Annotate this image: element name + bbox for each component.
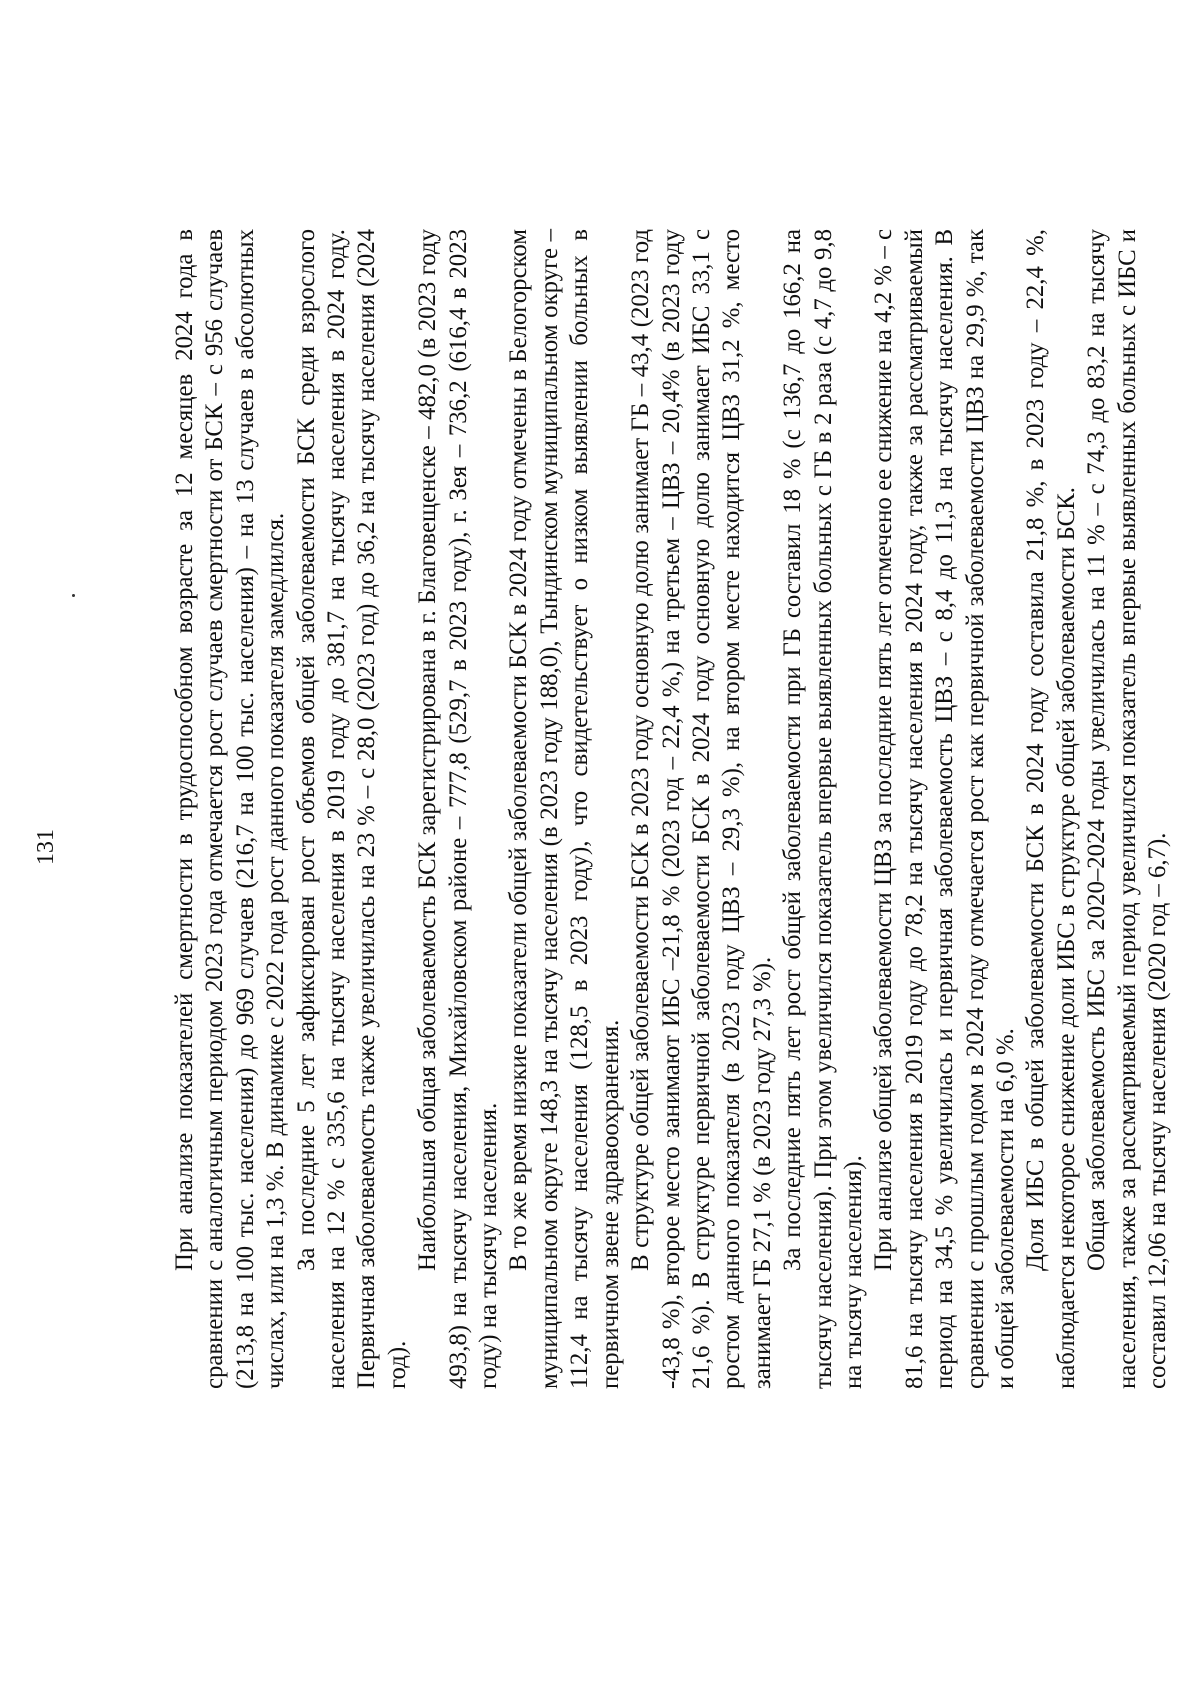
rotated-content — [20, 47, 1180, 1647]
stray-mark — [72, 594, 75, 597]
page-number: 131 — [33, 829, 59, 865]
paragraph-five-year-growth: За последние 5 лет зафиксирован рост объемов общей заболеваемости БСК среди взрослого населения на 12 % с 335,6 на тысячу населения в 2019 году до 381,7 на тысячу населения в 2024 году. Первичная заболеваемость также увеличилась на 23 % – с 28,0 (2023 год) до 36,2 на тысячу населения (2024 год). — [292, 229, 411, 1389]
paragraph-mortality: При анализе показателей смертности в трудоспособном возрасте за 12 месяцев 2024 года в сравнении с аналогичным периодом 2023 года отмечается рост случаев смертности от БСК – с 956 случаев (213,8 на 100 тыс. населения) до 969 случаев (216,7 на 100 тыс. населения) – на 13 случаев в абсолютных числах, или на 1,3 %. В динамике с 2022 года рост данного показателя замедлился. — [171, 229, 290, 1389]
paragraph-ihd-share: Доля ИБС в общей заболеваемости БСК в 2024 году составила 21,8 %, в 2023 году – 22,4 %, наблюдается некоторое снижение доли ИБС в структуре общей заболеваемости БСК. — [1022, 229, 1080, 1389]
paragraph-structure: В структуре общей заболеваемости БСК в 2023 году основную долю занимает ГБ – 43,4 (2023 год -43,8 %), второе место занимают ИБС –21,8 % (2023 год – 22,4 %,) на третьем – ЦВЗ – 20,4% (в 2023 году 21,6 %). В структуре первичной заболеваемости БСК в 2024 году основную долю занимает ИБС 33,1 с ростом данного показателя (в 2023 году ЦВЗ – 29,3 %), на втором месте находится ЦВЗ 31,2 %, место занимает ГБ 27,1 % (в 2023 году 27,3 %). — [627, 229, 776, 1389]
body-text — [170, 229, 1173, 1389]
paragraph-ihd-growth: Общая заболеваемость ИБС за 2020–2024 годы увеличилась на 11 % – с 74,3 до 83,2 на тысячу населения, также за рассматриваемый период увеличился показатель впервые выявленных больных с ИБС и составил 12,06 на тысячу населения (2020 год – 6,7). — [1083, 229, 1171, 1389]
paragraph-low-morbidity: В то же время низкие показатели общей заболеваемости БСК в 2024 году отмечены в Белогорском муниципальном округе 148,3 на тысячу населения (в 2023 году 188,0), Тындинском муниципальном округе – 112,4 на тысячу населения (128,5 в 2023 году), что свидетельствует о низком выявлении больных в первичном звене здравоохранения. — [505, 229, 624, 1389]
paragraph-hypertension: За последние пять лет рост общей заболеваемости при ГБ составил 18 % (с 136,7 до 166,2 на тысячу населения). При этом увеличился показатель впервые выявленных больных с ГБ в 2 раза (с 4,7 до 9,8 на тысячу населения). — [779, 229, 867, 1389]
paragraph-highest-morbidity: Наибольшая общая заболеваемость БСК зарегистрирована в г. Благовещенске – 482,0 (в 2023 году 493,8) на тысячу населения, Михайловском районе – 777,8 (529,7 в 2023 году), г. Зея – 736,2 (616,4 в 2023 году) на тысячу населения. — [414, 229, 503, 1389]
paragraph-cerebrovascular: При анализе общей заболеваемости ЦВЗ за последние пять лет отмечено ее снижение на 4,2 % – с 81,6 на тысячу населения в 2019 году до 78,2 на тысячу населения в 2024 году, также за рассматриваемый период на 34,5 % увеличилась и первичная заболеваемость ЦВЗ – с 8,4 до 11,3 на тысячу населения. В сравнении с прошлым годом в 2024 году отмечается рост как первичной заболеваемости ЦВЗ на 29,9 %, так и общей заболеваемости на 6,0 %. — [870, 229, 1019, 1389]
